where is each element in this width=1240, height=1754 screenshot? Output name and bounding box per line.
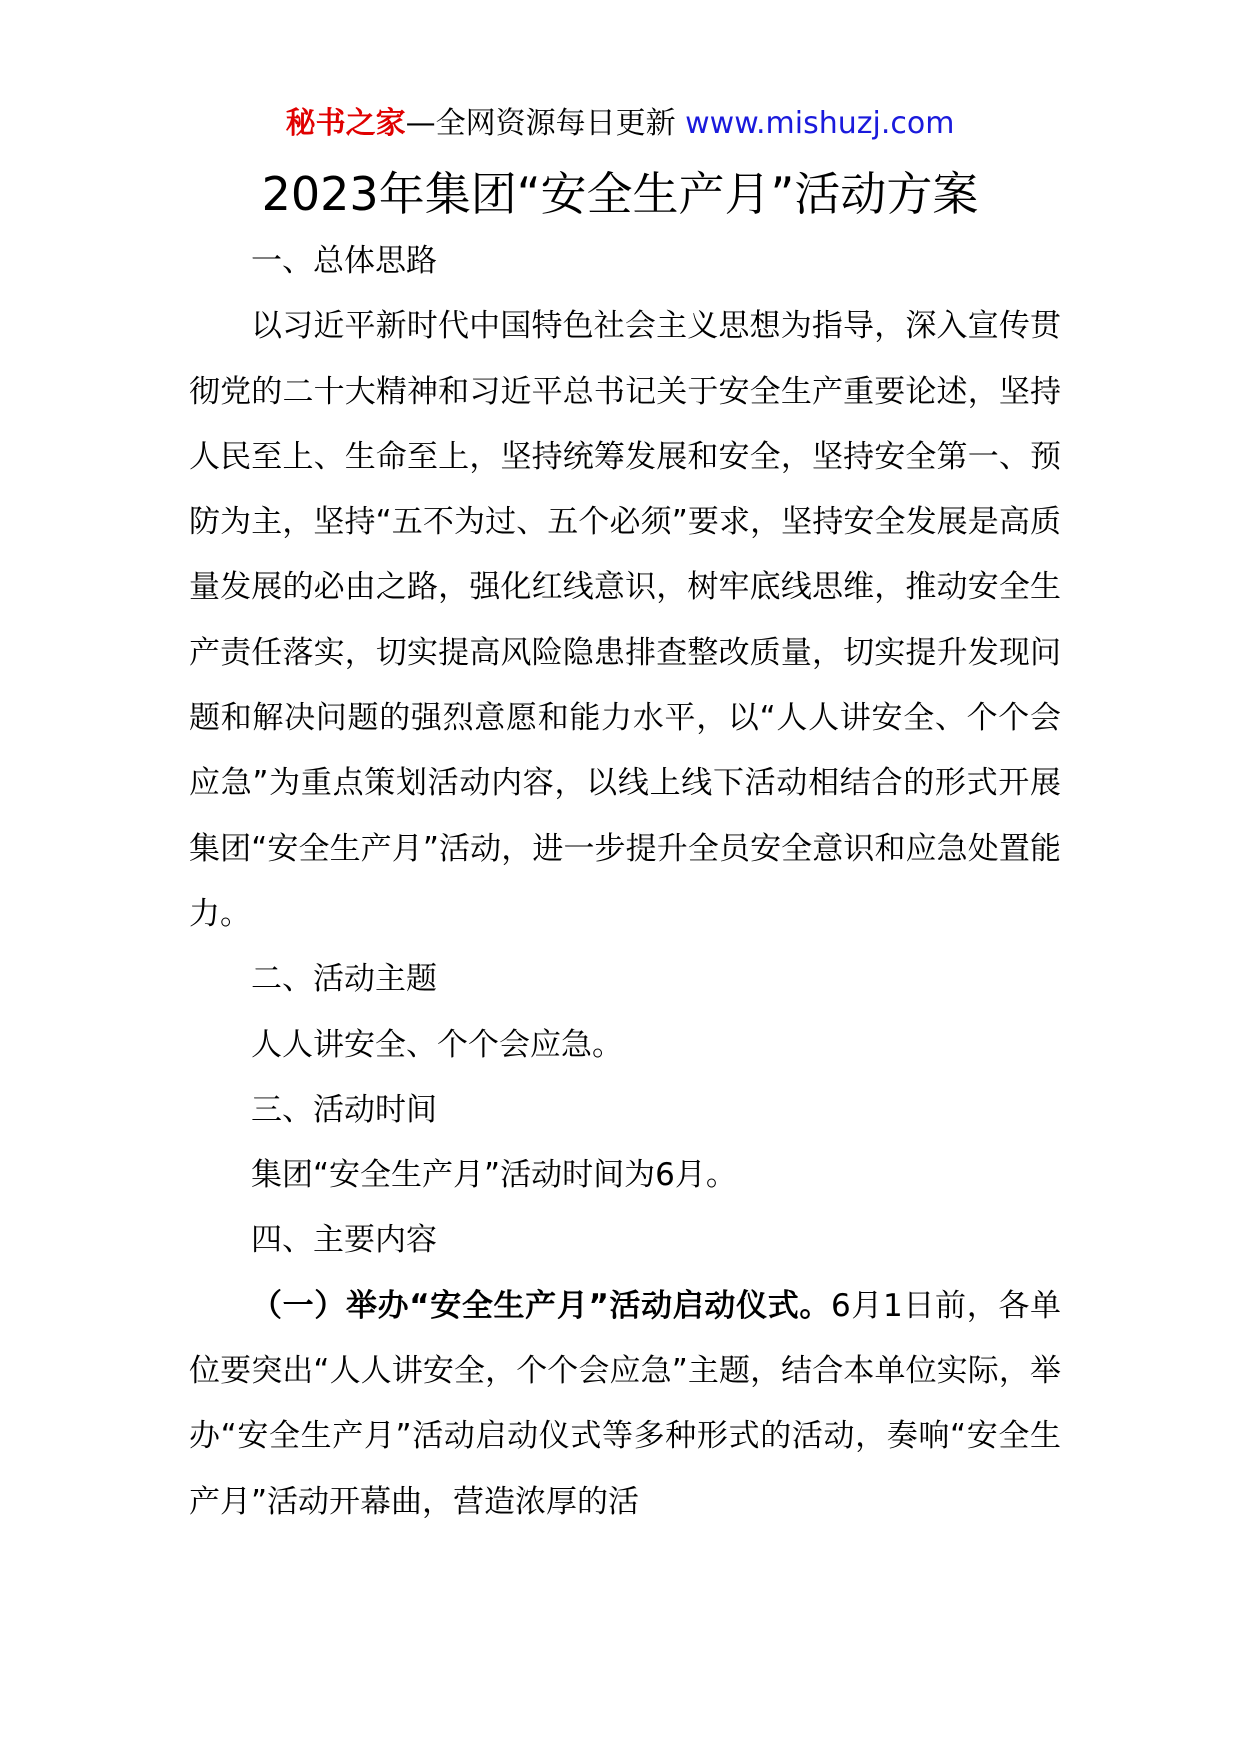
header-url: www.mishuzj.com — [685, 106, 955, 141]
item-text-1: 6月1日前，各单位要突出“人人讲安全，个个会应急”主题，结合本单位实际，举办“安全生产月”活动启动仪式等多种形式的活动，奏响“安全生产月”活动开幕曲，营造浓厚的活 — [189, 1287, 1061, 1520]
section-heading-3: 三、活动时间 — [251, 1091, 437, 1128]
section-paragraph-1: 以习近平新时代中国特色社会主义思想为指导，深入宣传贯彻党的二十大精神和习近平总书记关于安全生产重要论述，坚持人民至上、生命至上，坚持统筹发展和安全，坚持安全第一、预防为主，坚持“五不为过、五个必须”要求，坚持安全发展是高质量发展的必由之路，强化红线意识，树牢底线思维，推动安全生产责任落实，切实提高风险隐患排查整改质量，切实提升发现问题和解决问题的强烈意愿和能力水平，以“人人讲安全、个个会应急”为重点策划活动内容，以线上线下活动相结合的形式开展集团“安全生产月”活动，进一步提升全员安全意识和应急处置能力。 — [189, 308, 1061, 932]
section-paragraph-2: 人人讲安全、个个会应急。 — [251, 1026, 623, 1063]
item-paragraph-1 — [189, 1274, 1061, 1535]
section-paragraph-3: 集团“安全生产月”活动时间为6月。 — [251, 1157, 737, 1194]
section-heading-1: 一、总体思路 — [251, 243, 437, 279]
document-body — [189, 229, 1061, 1535]
brand-name: 秘书之家 — [285, 106, 406, 141]
watermark-header — [0, 104, 1240, 144]
item-heading-1: （一）举办“安全生产月”活动启动仪式。 — [251, 1287, 832, 1324]
header-tagline: —全网资源每日更新 — [405, 106, 686, 141]
section-heading-2: 二、活动主题 — [251, 961, 437, 998]
section-heading-4: 四、主要内容 — [251, 1222, 437, 1259]
document-title: 2023年集团“安全生产月”活动方案 — [261, 167, 979, 221]
